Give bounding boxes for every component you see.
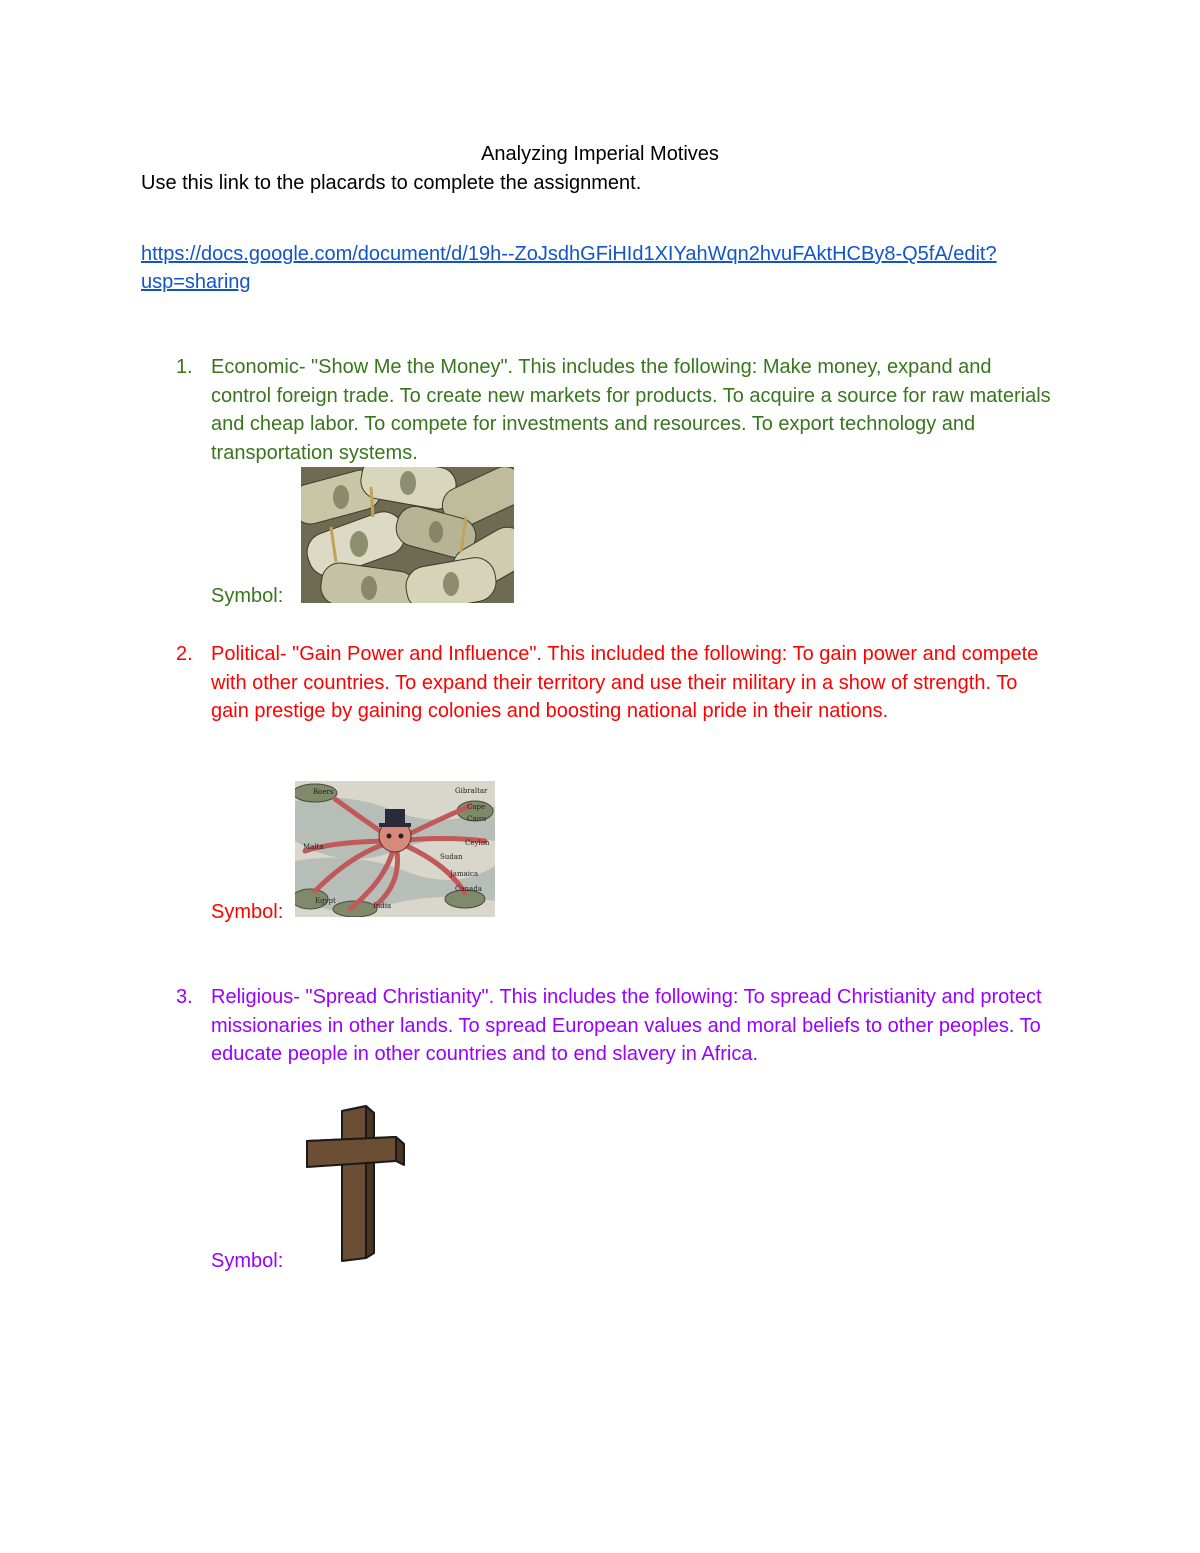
map-label: Cairo xyxy=(467,815,487,823)
money-rolls-image xyxy=(301,467,514,603)
map-label: India xyxy=(373,902,392,910)
map-label: Gibraltar xyxy=(455,787,488,795)
map-label: Canada xyxy=(455,885,482,893)
list-item-text: Economic- "Show Me the Money". This includes the following: Make money, expand and control foreign trade. To create new markets for products. To acquire a source for raw materials and cheap labor. To compete for investments and resources. To export technology and transportation systems. xyxy=(211,356,1051,464)
map-label: Egypt xyxy=(315,897,336,905)
map-label: Boers xyxy=(313,788,334,796)
map-label: Malta xyxy=(303,843,324,851)
map-label: Ceylon xyxy=(465,839,490,847)
symbol-label-political: Symbol: xyxy=(211,901,284,923)
placards-link[interactable]: https://docs.google.com/document/d/19h--ZoJsdhGFiHId1XIYahWqn2hvuFAktHCBy8-Q5fA/edit?usp=sharing xyxy=(141,243,997,293)
intro-text: Use this link to the placards to complete the assignment. xyxy=(141,172,642,194)
symbol-label-economic: Symbol: xyxy=(211,585,284,607)
list-number: 2. xyxy=(176,643,193,665)
map-label: Jamaica xyxy=(450,870,479,878)
list-item-text: Political- "Gain Power and Influence". This included the following: To gain power and compete with other countries. To expand their territory and use their military in a show of strength. To gain prestige by gaining colonies and boosting national pride in their nations. xyxy=(211,643,1039,722)
cross-image xyxy=(304,1103,408,1263)
document-title: Analyzing Imperial Motives xyxy=(481,143,719,165)
octopus-cartoon-image xyxy=(295,781,495,917)
list-item-text: Religious- "Spread Christianity". This includes the following: To spread Christianity and protect missionaries in other lands. To spread European values and moral beliefs to other peoples. To educate people in other countries and to end slavery in Africa. xyxy=(211,986,1042,1065)
symbol-label-religious: Symbol: xyxy=(211,1250,284,1272)
map-label: Sudan xyxy=(440,853,463,861)
list-number: 3. xyxy=(176,986,193,1008)
map-label: Cape xyxy=(467,803,486,811)
list-number: 1. xyxy=(176,356,193,378)
